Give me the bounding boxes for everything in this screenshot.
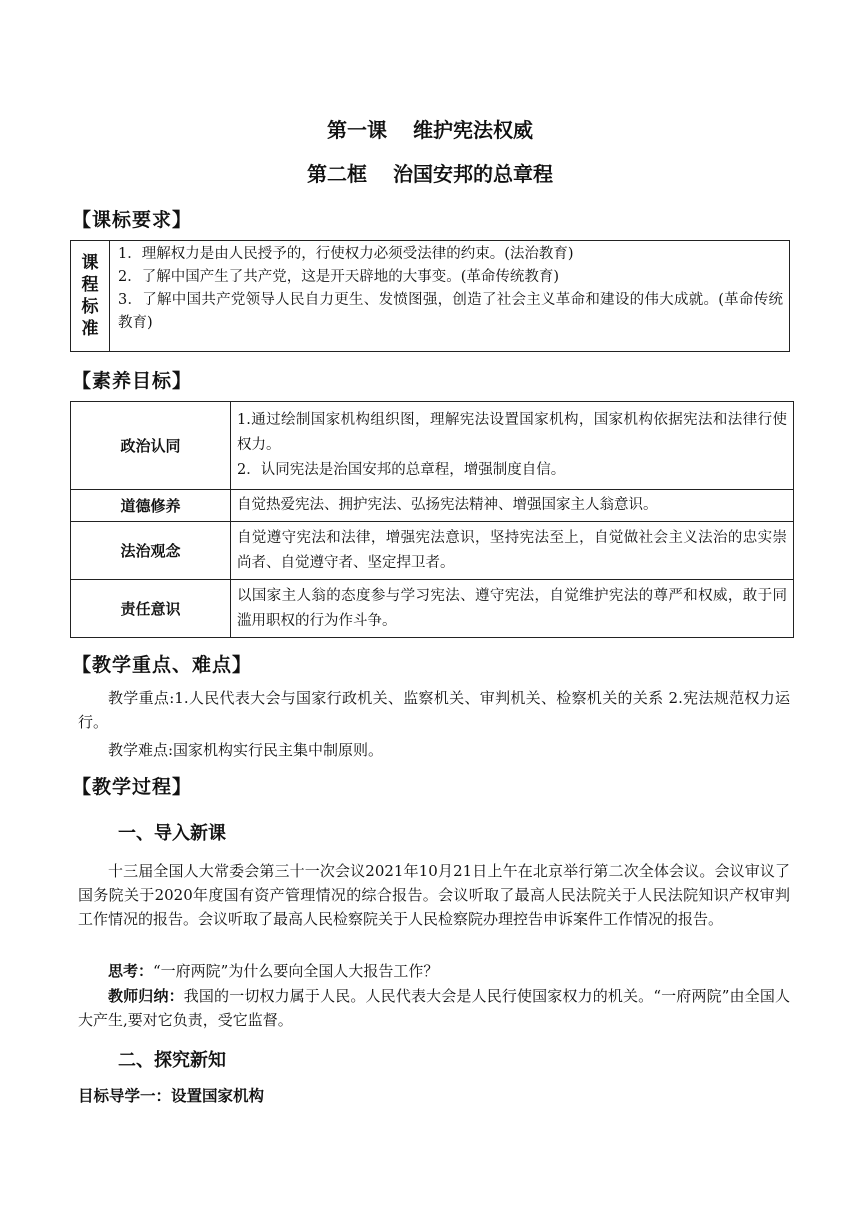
curriculum-standard-items — [110, 241, 789, 351]
goal-line: 2．认同宪法是治国安邦的总章程，增强制度自信。 — [237, 462, 566, 478]
key-point-paragraph: 教学重点:1.人民代表大会与国家行政机关、监察机关、审判机关、检察机关的关系 2.宪法规范权力运行。 — [78, 689, 790, 731]
goal-line: 以国家主人翁的态度参与学习宪法、遵守宪法，自觉维护宪法的尊严和权威，敢于同滥用职权的行为作斗争。 — [237, 587, 787, 629]
summary-paragraph — [78, 984, 790, 1032]
goal-key: 法治观念 — [71, 522, 231, 580]
lesson-number: 第一课 — [327, 118, 387, 142]
summary-label: 教师归纳： — [108, 987, 184, 1005]
label-char: 程 — [81, 275, 99, 295]
frame-number: 第二框 — [307, 162, 367, 186]
table-row — [71, 522, 794, 580]
goal-value — [231, 490, 794, 522]
standard-item: 1．理解权力是由人民授予的，行使权力必须受法律的约束。(法治教育) — [118, 246, 574, 262]
lesson-title — [0, 114, 860, 143]
section-heading-process: 【教学过程】 — [72, 776, 193, 798]
curriculum-standard-label — [71, 241, 110, 351]
part2-title: 二、探究新知 — [118, 1050, 226, 1071]
intro-paragraph: 十三届全国人大常委会第三十一次会议2021年10月21日上午在北京举行第二次全体会议。会议审议了国务院关于2020年度国有资产管理情况的综合报告。会议听取了最高人民法院关于人民法院知识产权审判工作情况的报告。会议听取了最高人民检察院关于人民检察院办理控告申诉案件工作情况的报告。 — [78, 862, 790, 928]
table-row — [71, 490, 794, 522]
goal-key: 责任意识 — [71, 580, 231, 638]
section-heading-literacy: 【素养目标】 — [72, 370, 193, 392]
goal-value — [231, 402, 794, 490]
label-char: 课 — [81, 253, 99, 273]
think-paragraph — [78, 959, 790, 983]
literacy-goals-table — [70, 401, 794, 638]
lesson-name: 维护宪法权威 — [413, 118, 533, 142]
goal-line: 自觉遵守宪法和法律，增强宪法意识，坚持宪法至上，自觉做社会主义法治的忠实崇尚者、自觉遵守者、坚定捍卫者。 — [237, 529, 787, 571]
goal-key: 政治认同 — [71, 402, 231, 490]
table-row — [71, 402, 794, 490]
goal-value — [231, 580, 794, 638]
standard-item: 2．了解中国产生了共产党，这是开天辟地的大事变。(革命传统教育) — [118, 269, 560, 285]
think-label: 思考： — [108, 962, 154, 980]
section-heading-focus: 【教学重点、难点】 — [72, 654, 253, 676]
difficulty-paragraph: 教学难点:国家机构实行民主集中制原则。 — [108, 741, 384, 759]
label-char: 标 — [81, 297, 99, 317]
standard-item: 3．了解中国共产党领导人民自力更生、发愤图强，创造了社会主义革命和建设的伟大成就。(革命传统教育) — [118, 292, 783, 331]
frame-title — [0, 158, 860, 187]
goal-value — [231, 522, 794, 580]
goal-line: 1.通过绘制国家机构组织图，理解宪法设置国家机构，国家机构依据宪法和法律行使权力。 — [237, 412, 787, 453]
goal-key: 道德修养 — [71, 490, 231, 522]
curriculum-standard-table — [70, 240, 790, 352]
summary-text: 我国的一切权力属于人民。人民代表大会是人民行使国家权力的机关。“一府两院”由全国人大产生,要对它负责，受它监督。 — [78, 987, 790, 1029]
part1-title: 一、导入新课 — [118, 823, 226, 844]
think-text: “一府两院”为什么要向全国人大报告工作？ — [153, 962, 439, 980]
frame-name: 治国安邦的总章程 — [393, 162, 553, 186]
goal1-heading: 目标导学一：设置国家机构 — [78, 1087, 265, 1105]
goal-line: 自觉热爱宪法、拥护宪法、弘扬宪法精神、增强国家主人翁意识。 — [237, 497, 658, 513]
table-row — [71, 580, 794, 638]
section-heading-curriculum: 【课标要求】 — [72, 209, 193, 231]
label-char: 准 — [81, 319, 99, 339]
